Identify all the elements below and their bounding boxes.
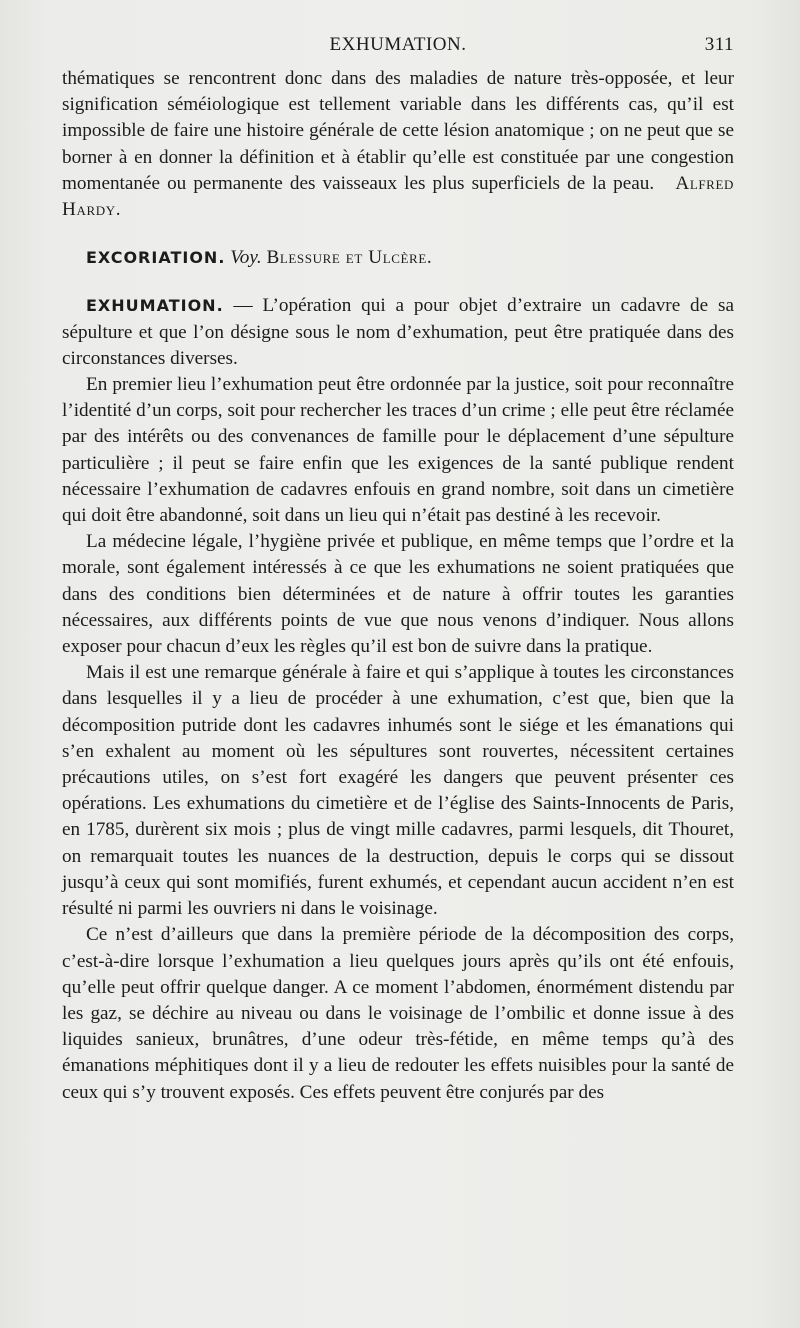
page-number: 311 [704,34,734,55]
paragraph: Mais il est une remarque générale à faire et qui s’applique à toutes les circonstances dans lesquelles il y a lieu de procéder à une exhumation, c’est que, bien que la décomposition putride dont les cadavres inhumés sont le siége et les émanations qui s’en exhalent au moment où les sépultures sont rouvertes, nécessitent certaines précautions utiles, on s’est fort exagéré les dangers que peuvent présenter ces opérations. Les exhumations du cimetière et de l’église des Saints-Innocents de Paris, en 1785, durèrent six mois ; plus de vingt mille cadavres, parmi lesquels, dit Thouret, on remarquait toutes les nuances de la destruction, depuis le corps qui se dissout jusqu’à ceux qui sont momifiés, furent exhumés, et cependant aucun accident n’en est résulté ni parmi les ouvriers ni dans le voisinage. [62,662,734,920]
running-title: EXHUMATION. [329,34,467,55]
paragraph: Ce n’est d’ailleurs que dans la première période de la décomposition des corps, c’est-à-dire lorsque l’exhumation a lieu quelques jours après qu’ils ont été enfouis, qu’elle peut offrir quelque danger. A ce moment l’abdomen, énormément distendu par les gaz, se déchire au niveau ou dans le voisinage de l’ombilic et donne issue à des liquides sanieux, brunâtres, d’une odeur très-fétide, en même temps qu’à des émanations méphitiques dont il y a lieu de redouter les effets nuisibles pour la santé de ceux qui s’y trouvent exposés. Ces effets peuvent être conjurés par des [62,924,734,1103]
paragraph: La médecine légale, l’hygiène privée et publique, en même temps que l’ordre et la morale, sont également intéressés à ce que les exhumations ne soient pratiquées que dans des conditions bien déterminées et de nature à offrir toutes les garanties nécessaires, aux différents points de vue que nous venons d’indiquer. Nous allons exposer pour chacun d’eux les règles qu’il est bon de suivre dans la pratique. [62,531,734,658]
cross-reference: Blessure et Ulcère. [266,247,433,269]
definition-text: — L’opération qui a pour objet d’extraire un cadavre de sa sépulture et que l’on désigne sous le nom d’exhumation, peut être pratiquée dans des circonstances diverses. [62,295,734,369]
author-signature: Alfred Hardy. [62,172,734,221]
page-header [62,34,734,60]
body-text [62,66,734,1106]
headword: EXHUMATION. [86,296,224,316]
entry-excoriation [62,245,734,271]
paragraph: En premier lieu l’exhumation peut être ordonnée par la justice, soit pour reconnaître l’identité d’un corps, soit pour rechercher les traces d’un crime ; elle peut être réclamée par des intérêts ou des convenances de famille pour le déplacement d’une sépulture particulière ; il peut se faire enfin que les exigences de la santé publique rendent nécessaire l’exhumation de cadavres enfouis en grand nombre, soit dans un cimetière qui doit être abandonné, soit dans un lieu qui n’était pas destiné à les recevoir. [62,374,734,527]
see-also-marker: Voy. [230,247,262,269]
paragraph-continued [62,66,734,223]
headword: EXCORIATION. [86,248,226,268]
paragraph-text: thématiques se rencontrent donc dans des maladies de nature très-opposée, et leur signification séméiologique est tellement variable dans les différents cas, qu’il est impossible de faire une histoire générale de cette lésion anatomique ; on ne peut que se borner à en donner la définition et à établir qu’elle est constituée par une congestion momentanée ou permanente des vaisseaux les plus superficiels de la peau. [62,68,734,194]
entry-exhumation [62,293,734,372]
